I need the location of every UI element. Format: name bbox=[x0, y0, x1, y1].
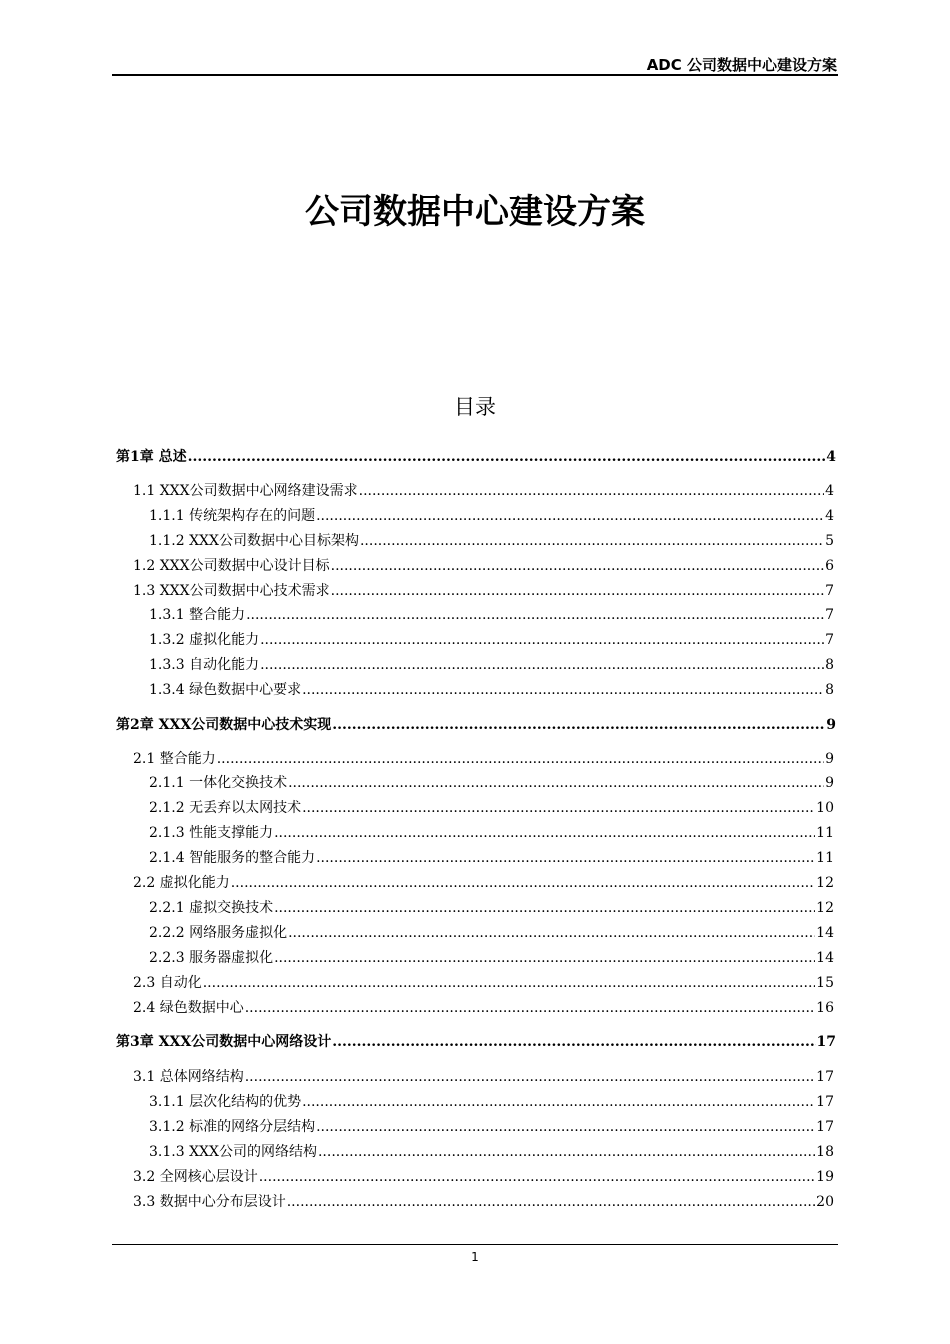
toc-entry-page-number: 4 bbox=[825, 508, 834, 524]
toc-entry[interactable] bbox=[133, 481, 834, 501]
toc-entry-page-number: 19 bbox=[816, 1169, 834, 1185]
toc-entry-page-number: 4 bbox=[825, 483, 834, 499]
toc-entry[interactable] bbox=[149, 798, 834, 818]
toc-dot-leader bbox=[231, 873, 815, 893]
toc-entry-page-number: 6 bbox=[825, 558, 834, 574]
toc-entry-label: 2.2.1 虚拟交换技术 bbox=[149, 900, 274, 916]
toc-entry[interactable] bbox=[149, 923, 834, 943]
document-title: 公司数据中心建设方案 bbox=[305, 192, 645, 232]
page-number: 1 bbox=[471, 1250, 479, 1264]
toc-dot-leader bbox=[203, 973, 815, 993]
toc-entry-label: 3.1.2 标准的网络分层结构 bbox=[149, 1119, 316, 1135]
toc-entry-label: 3.2 全网核心层设计 bbox=[133, 1169, 258, 1185]
toc-dot-leader bbox=[259, 1167, 815, 1187]
footer-divider bbox=[112, 1244, 838, 1245]
toc-entry-page-number: 17 bbox=[816, 1094, 834, 1110]
toc-dot-leader bbox=[246, 605, 824, 625]
toc-entry[interactable] bbox=[149, 605, 834, 625]
running-header: ADC 公司数据中心建设方案 bbox=[646, 56, 837, 74]
toc-entry-label: 1.3.2 虚拟化能力 bbox=[149, 632, 260, 648]
toc-entry-page-number: 7 bbox=[825, 583, 834, 599]
toc-entry[interactable] bbox=[133, 973, 834, 993]
toc-entry[interactable] bbox=[149, 630, 834, 650]
toc-entry[interactable] bbox=[149, 823, 834, 843]
toc-entry-page-number: 15 bbox=[816, 975, 834, 991]
toc-entry[interactable] bbox=[133, 1192, 834, 1212]
toc-dot-leader bbox=[318, 1142, 815, 1162]
toc-entry-page-number: 18 bbox=[816, 1144, 834, 1160]
toc-entry-label: 3.1.3 XXX公司的网络结构 bbox=[149, 1144, 317, 1160]
toc-entry[interactable] bbox=[133, 749, 834, 769]
toc-dot-leader bbox=[260, 655, 824, 675]
toc-entry[interactable] bbox=[149, 680, 834, 700]
toc-dot-leader bbox=[302, 680, 824, 700]
toc-entry-label: 1.1 XXX公司数据中心网络建设需求 bbox=[133, 483, 358, 499]
toc-entry-page-number: 10 bbox=[816, 800, 834, 816]
toc-entry-label: 3.3 数据中心分布层设计 bbox=[133, 1194, 286, 1210]
toc-entry-page-number: 5 bbox=[825, 533, 834, 549]
toc-dot-leader bbox=[359, 481, 824, 501]
toc-entry-label: 3.1 总体网络结构 bbox=[133, 1069, 244, 1085]
toc-entry-label: 1.3.3 自动化能力 bbox=[149, 657, 260, 673]
toc-dot-leader bbox=[217, 749, 824, 769]
toc-entry[interactable] bbox=[133, 873, 834, 893]
toc-entry-page-number: 17 bbox=[816, 1119, 834, 1135]
toc-entry[interactable] bbox=[149, 898, 834, 918]
toc-entry-page-number: 17 bbox=[816, 1069, 834, 1085]
toc-entry-label: 2.1 整合能力 bbox=[133, 751, 216, 767]
toc-entry-page-number: 20 bbox=[816, 1194, 834, 1210]
toc-dot-leader bbox=[332, 715, 825, 735]
toc-entry-label: 1.3.1 整合能力 bbox=[149, 607, 246, 623]
toc-entry[interactable] bbox=[149, 1117, 834, 1137]
toc-entry-page-number: 14 bbox=[816, 950, 834, 966]
toc-entry-page-number: 8 bbox=[825, 682, 834, 698]
toc-dot-leader bbox=[287, 1192, 815, 1212]
toc-entry-page-number: 7 bbox=[825, 607, 834, 623]
toc-entry-label: 2.2.3 服务器虚拟化 bbox=[149, 950, 274, 966]
toc-dot-leader bbox=[331, 581, 824, 601]
toc-entry[interactable] bbox=[133, 1067, 834, 1087]
toc-entry-page-number: 8 bbox=[825, 657, 834, 673]
toc-entry-label: 1.3.4 绿色数据中心要求 bbox=[149, 682, 302, 698]
toc-entry-label: 1.3 XXX公司数据中心技术需求 bbox=[133, 583, 330, 599]
toc-entry-page-number: 9 bbox=[826, 717, 836, 733]
toc-entry[interactable] bbox=[133, 556, 834, 576]
toc-entry[interactable] bbox=[149, 655, 834, 675]
toc-entry[interactable] bbox=[149, 848, 834, 868]
toc-entry-label: 2.1.1 一体化交换技术 bbox=[149, 775, 288, 791]
toc-entry-label: 第2章 XXX公司数据中心技术实现 bbox=[116, 717, 332, 733]
toc-dot-leader bbox=[316, 848, 815, 868]
toc-dot-leader bbox=[302, 798, 815, 818]
toc-dot-leader bbox=[188, 447, 826, 467]
toc-entry-page-number: 12 bbox=[816, 875, 834, 891]
toc-entry[interactable] bbox=[149, 531, 834, 551]
toc-entry-label: 第1章 总述 bbox=[116, 449, 187, 465]
toc-entry-page-number: 11 bbox=[816, 825, 834, 841]
toc-dot-leader bbox=[274, 823, 815, 843]
toc-entry-page-number: 14 bbox=[816, 925, 834, 941]
toc-entry[interactable] bbox=[116, 447, 836, 467]
toc-entry[interactable] bbox=[149, 773, 834, 793]
toc-entry-label: 2.2 虚拟化能力 bbox=[133, 875, 230, 891]
toc-entry[interactable] bbox=[133, 1167, 834, 1187]
toc-entry-page-number: 9 bbox=[825, 751, 834, 767]
toc-entry-label: 1.1.2 XXX公司数据中心目标架构 bbox=[149, 533, 359, 549]
toc-dot-leader bbox=[260, 630, 824, 650]
toc-entry[interactable] bbox=[149, 506, 834, 526]
toc-entry-label: 2.3 自动化 bbox=[133, 975, 202, 991]
toc-entry[interactable] bbox=[149, 1092, 834, 1112]
toc-entry-page-number: 4 bbox=[826, 449, 836, 465]
toc-entry-label: 3.1.1 层次化结构的优势 bbox=[149, 1094, 302, 1110]
toc-entry[interactable] bbox=[133, 998, 834, 1018]
toc-dot-leader bbox=[331, 556, 824, 576]
toc-entry[interactable] bbox=[133, 581, 834, 601]
toc-dot-leader bbox=[360, 531, 824, 551]
toc-entry-label: 2.4 绿色数据中心 bbox=[133, 1000, 244, 1016]
toc-dot-leader bbox=[274, 948, 815, 968]
toc-heading: 目录 bbox=[454, 395, 496, 419]
toc-dot-leader bbox=[245, 998, 815, 1018]
toc-entry-label: 2.1.4 智能服务的整合能力 bbox=[149, 850, 316, 866]
toc-entry-label: 2.2.2 网络服务虚拟化 bbox=[149, 925, 288, 941]
toc-entry[interactable] bbox=[116, 1032, 836, 1052]
toc-entry[interactable] bbox=[149, 1142, 834, 1162]
toc-dot-leader bbox=[274, 898, 815, 918]
toc-entry-page-number: 16 bbox=[816, 1000, 834, 1016]
toc-entry[interactable] bbox=[116, 715, 836, 735]
toc-entry-page-number: 9 bbox=[825, 775, 834, 791]
toc-entry-page-number: 11 bbox=[816, 850, 834, 866]
toc-entry-label: 1.1.1 传统架构存在的问题 bbox=[149, 508, 316, 524]
toc-dot-leader bbox=[302, 1092, 815, 1112]
toc-entry-page-number: 17 bbox=[816, 1034, 836, 1050]
toc-dot-leader bbox=[332, 1032, 815, 1052]
toc-entry[interactable] bbox=[149, 948, 834, 968]
toc-entry-label: 1.2 XXX公司数据中心设计目标 bbox=[133, 558, 330, 574]
toc-entry-label: 2.1.2 无丢弃以太网技术 bbox=[149, 800, 302, 816]
toc-dot-leader bbox=[245, 1067, 815, 1087]
toc-dot-leader bbox=[316, 506, 824, 526]
toc-dot-leader bbox=[316, 1117, 815, 1137]
toc-dot-leader bbox=[288, 923, 815, 943]
toc-entry-page-number: 12 bbox=[816, 900, 834, 916]
toc-dot-leader bbox=[288, 773, 824, 793]
toc-entry-page-number: 7 bbox=[825, 632, 834, 648]
toc-entry-label: 2.1.3 性能支撑能力 bbox=[149, 825, 274, 841]
toc-entry-label: 第3章 XXX公司数据中心网络设计 bbox=[116, 1034, 332, 1050]
